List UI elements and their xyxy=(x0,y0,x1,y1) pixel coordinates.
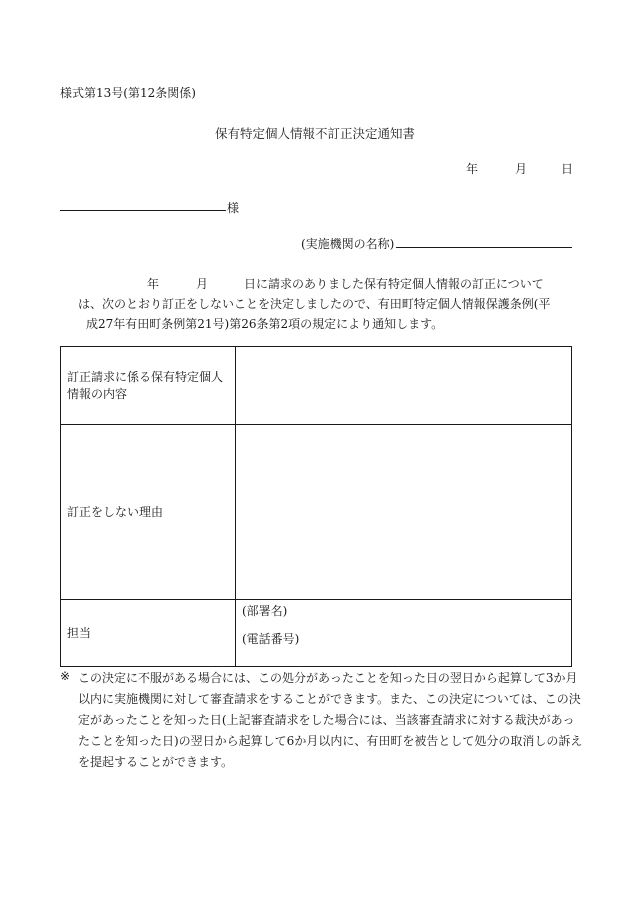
body-text-line-3: 成27年有田町条例第21号)第26条第2項の規定により通知します。 xyxy=(86,317,444,331)
note-line-1: この決定に不服がある場合には、この処分があったことを知った日の翌日から起算して3か月 xyxy=(78,671,578,685)
contact-label: 担当 xyxy=(67,625,92,640)
date-month-label: 月 xyxy=(515,162,528,176)
note-mark: ※ xyxy=(60,669,71,683)
note-line-3: 定があったことを知った日(上記審査請求をした場合には、当該審査請求に対する裁決があっ xyxy=(78,713,575,727)
body-text-line-2: は、次のとおり訂正をしないことを決定しましたので、有田町特定個人情報保護条例(平 xyxy=(78,297,551,311)
table-row xyxy=(61,425,572,600)
reason-label: 訂正をしない理由 xyxy=(67,504,164,519)
addressee-name-line xyxy=(60,210,226,211)
note-line-2: 以内に実施機関に対して審査請求をすることができます。また、この決定については、この決 xyxy=(78,692,581,706)
organization-name-label: (実施機関の名称) xyxy=(301,237,395,251)
reason-label-cell xyxy=(61,425,236,600)
table-row xyxy=(61,600,572,667)
contact-value-cell[interactable] xyxy=(236,600,572,667)
form-number: 様式第13号(第12条関係) xyxy=(60,86,196,100)
table-row xyxy=(61,347,572,425)
notice-table xyxy=(60,346,572,667)
note-line-4: たことを知った日)の翌日から起算して6か月以内に、有田町を被告として処分の取消しの訴え xyxy=(78,734,583,748)
body-year-label: 年 xyxy=(147,277,160,291)
date-day-label: 日 xyxy=(561,162,574,176)
phone-label: (電話番号) xyxy=(242,632,300,646)
content-label-cell xyxy=(61,347,236,425)
note-line-5: を提起することができます。 xyxy=(78,755,234,769)
content-value-cell[interactable] xyxy=(236,347,572,425)
body-month-label: 月 xyxy=(196,277,209,291)
reason-value-cell[interactable] xyxy=(236,425,572,600)
document-title: 保有特定個人情報不訂正決定通知書 xyxy=(214,126,415,141)
addressee-honorific: 様 xyxy=(227,201,240,215)
content-label-line-2: 情報の内容 xyxy=(67,386,128,401)
date-year-label: 年 xyxy=(466,162,479,176)
content-label-line-1: 訂正請求に係る保有特定個人 xyxy=(67,369,224,384)
contact-label-cell xyxy=(61,600,236,667)
body-text-line-1: 日に請求のありました保有特定個人情報の訂正について xyxy=(244,277,544,291)
department-label: (部署名) xyxy=(242,604,288,618)
organization-name-line xyxy=(396,247,572,248)
